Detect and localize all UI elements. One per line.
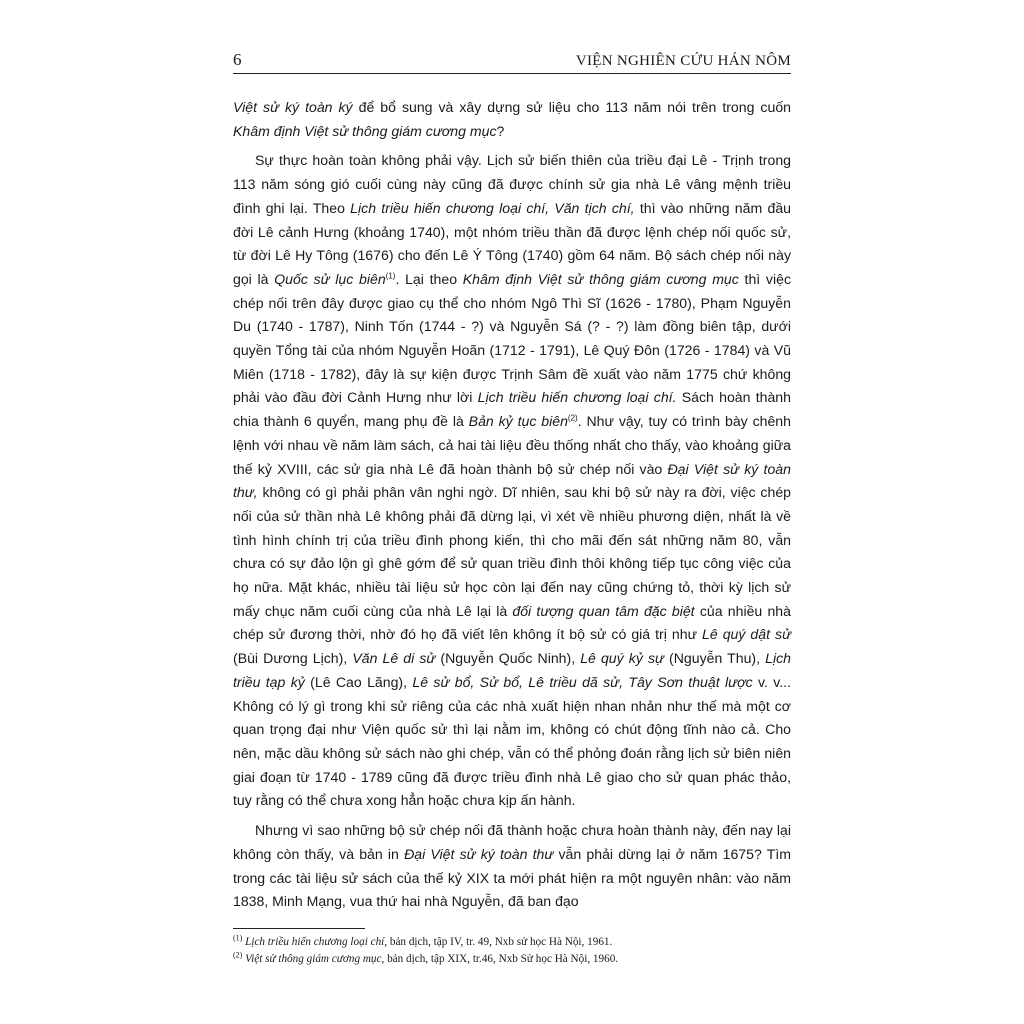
footnote-marker: (2)	[233, 950, 243, 960]
italic-title-text: Khâm định Việt sử thông giám cương mục	[233, 122, 497, 139]
page-number: 6	[233, 50, 242, 69]
text-run: bản dịch, tập IV, tr. 49, Nxb sử học Hà Nội, 1961.	[387, 935, 613, 948]
text-run: v. v... Không có lý gì trong khi sử riêng của các nhà xuất hiện nhan nhản như thế mà một cơ quan trọng đại như Viện quốc sử thì lại nằm im, không có chút động tĩnh nào cả. Cho nên, mặc dầu không sử sách nào ghi chép, vẫn có thể phỏng đoán rằng lịch sử biên niên giai đoạn từ 1740 - 1789 cũng đã được triều đình nhà Lê giao cho sử quan phác thảo, tuy rằng có thể chưa xong hẳn hoặc chưa kịp ấn hành.	[233, 673, 791, 809]
paragraph-main	[233, 149, 791, 813]
footnotes	[233, 934, 791, 968]
italic-title-text: Lịch triều hiến chương loại chí.	[477, 389, 677, 406]
paragraph-final	[233, 819, 791, 914]
text-run: của nhiều nhà chép sử đương thời, nhờ đó họ đã viết lên không ít bộ sử có giá trị như	[233, 602, 791, 643]
italic-title-text: Việt sử thông giám cương mục,	[245, 952, 385, 965]
running-title: VIỆN NGHIÊN CỨU HÁN NÔM	[575, 53, 791, 69]
text-run: (Bùi Dương Lịch),	[233, 650, 353, 667]
running-header	[233, 50, 791, 74]
book-page	[233, 50, 791, 968]
text-run: vẫn phải dừng lại ở năm 1675? Tìm trong các tài liệu sử sách của thế kỷ XIX ta mới phát hiện ra một nguyên nhân: vào năm 1838, Minh Mạng, vua thứ hai nhà Nguyễn, đã ban đạo	[233, 845, 791, 910]
italic-title-text: Bản kỷ tục biên	[468, 413, 568, 430]
text-run: để bổ sung và xây dựng sử liệu cho 113 năm nói trên trong cuốn	[352, 99, 791, 115]
text-run: . Lại theo	[395, 270, 463, 287]
text-run: (Nguyễn Thu),	[663, 650, 766, 667]
footnote-marker: (1)	[385, 271, 396, 281]
text-run: ?	[496, 122, 505, 139]
text-run: Sách hoàn thành chia thành 6 quyển, mang phụ đề là	[233, 389, 791, 430]
italic-title-text: Khâm định Việt sử thông giám cương mục	[462, 270, 739, 287]
italic-title-text: Lịch triều hiến chương loại chí,	[245, 935, 388, 948]
paragraph-continued	[233, 96, 791, 143]
text-run: bản dịch, tập XIX, tr.46, Nxb Sử học Hà Nội, 1960.	[384, 952, 619, 965]
italic-title-text: Văn Lê di sử	[352, 650, 436, 667]
text-run: thì việc chép nối trên đây được giao cụ thể cho nhóm Ngô Thì Sĩ (1626 - 1780), Phạm Nguyễn Du (1740 - 1787), Ninh Tốn (1744 - ?) và Nguyễn Sá (? - ?) làm đồng biên tập, dưới quyền Tổng tài của nhóm Nguyễn Hoãn (1712 - 1791), Lê Quý Đôn (1726 - 1784) và Vũ Miên (1718 - 1782), đây là sự kiện được Trịnh Sâm đề xuất vào năm 1775 chứ không phải vào đầu đời Cảnh Hưng như lời	[233, 270, 791, 406]
italic-title-text: Lịch triều tạp kỷ	[233, 650, 791, 690]
italic-title-text: Đại Việt sử ký toàn thư	[404, 845, 554, 862]
italic-title-text: Quốc sử lục biên	[274, 270, 386, 287]
text-run: thì vào những năm đầu đời Lê cảnh Hưng (khoảng 1740), một nhóm triều thần đã được lệnh chép nối quốc sử, từ đời Lê Hy Tông (1676) cho đến Lê Ý Tông (1740) gồm 64 năm. Bộ sách chép nối này gọi là	[233, 199, 791, 287]
footnote-marker: (1)	[233, 933, 243, 943]
footnote-2	[233, 951, 791, 968]
text-run: Sự thực hoàn toàn không phải vậy. Lịch sử biến thiên của triều đại Lê - Trịnh trong 113 năm sóng gió cuối cùng này cũng đã được chính sử gia nhà Lê vâng mệnh triều đình ghi lại. Theo	[233, 152, 791, 216]
italic-title-text: Lê sử bổ, Sử bổ, Lê triều dã sử, Tây Sơn thuật lược	[412, 673, 753, 690]
footnote-1	[233, 934, 791, 951]
italic-title-text: Việt sử ký toàn ký	[233, 99, 353, 115]
footnote-divider	[233, 928, 365, 929]
italic-title-text: Lịch triều hiến chương loại chí, Văn tịch chí,	[350, 199, 635, 216]
body-text	[233, 96, 791, 914]
footnote-marker: (2)	[567, 413, 578, 423]
text-run: Nhưng vì sao những bộ sử chép nối đã thành hoặc chưa hoàn thành này, đến nay lại không còn thấy, và bản in	[233, 822, 791, 862]
italic-title-text: Đại Việt sử ký toàn thư,	[233, 460, 791, 501]
italic-title-text: đối tượng quan tâm đặc biệt	[512, 602, 695, 619]
text-run: (Nguyễn Quốc Ninh),	[435, 650, 581, 667]
text-run: (Lê Cao Lãng),	[304, 673, 413, 690]
italic-title-text: Lê quý dật sử	[702, 626, 792, 643]
text-run: . Như vậy, tuy có trình bày chênh lệnh với nhau về năm làm sách, cả hai tài liệu đều thống nhất cho thấy, vào khoảng giữa thế kỷ XVIII, các sử gia nhà Lê đã hoàn thành bộ sử chép nối vào	[233, 413, 791, 477]
text-run: không có gì phải phân vân nghi ngờ. Dĩ nhiên, sau khi bộ sử này ra đời, việc chép nối của sử thần nhà Lê không phải đã dừng lại, vì xét về nhiều phương diện, nhất là về tình hình chính trị của triều đình phong kiến, thì cho mãi đến sát những năm 80, vẫn chưa có sự đảo lộn gì ghê gớm để sử quan triều đình thôi không tiếp tục công việc của họ nữa. Mặt khác, nhiều tài liệu sử học còn lại đến nay cũng chứng tỏ, thời kỳ lịch sử mấy chục năm cuối cùng của nhà Lê lại là	[233, 484, 791, 619]
italic-title-text: Lê quý kỷ sự	[580, 650, 664, 667]
